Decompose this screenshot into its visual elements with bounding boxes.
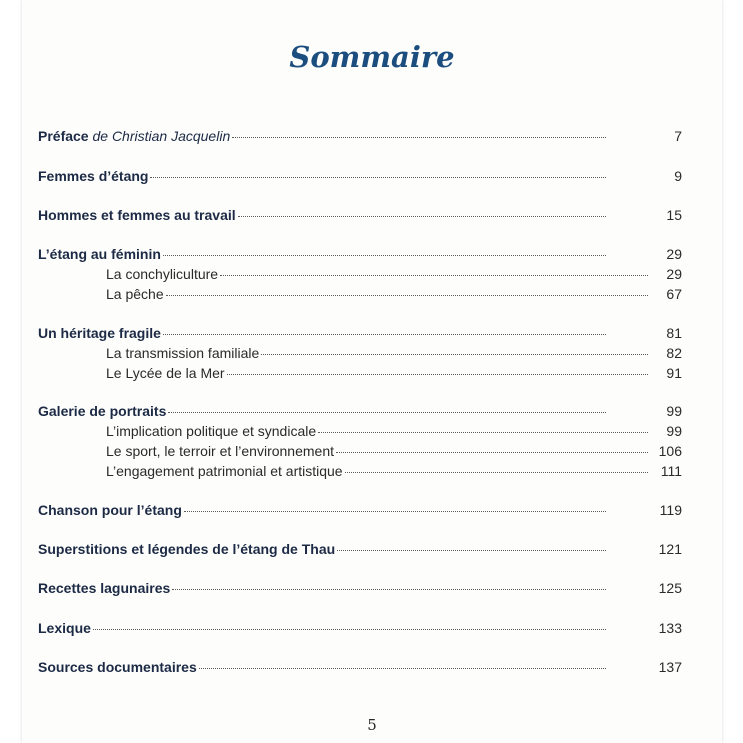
toc-page-number: 121 [658, 541, 682, 557]
toc-page-number: 9 [674, 168, 682, 184]
toc-entry-label: Un héritage fragile [38, 325, 161, 341]
page-number: 5 [367, 716, 377, 734]
toc-entry-preface [38, 128, 682, 150]
toc-entry-label: Le sport, le terroir et l’environnement [106, 443, 334, 459]
toc-entry-hommes-et-femmes [38, 207, 682, 229]
leader-dots [220, 275, 648, 276]
leader-dots [318, 432, 648, 433]
toc-entry-label: Le Lycée de la Mer [106, 365, 225, 381]
toc-page-number: 7 [674, 128, 682, 144]
leader-dots [336, 452, 648, 453]
toc-entry-label: La pêche [106, 286, 164, 302]
toc-page-number: 67 [666, 286, 682, 302]
toc-page-number: 137 [658, 659, 682, 675]
toc-entry-label: Hommes et femmes au travail [38, 207, 236, 223]
toc-entry-label: La conchyliculture [106, 266, 219, 282]
toc-entry-label: Femmes d’étang [38, 168, 149, 184]
leader-dots [168, 412, 606, 413]
leader-dots [227, 374, 648, 375]
toc-entry-label: Superstitions et légendes de l’étang de Thau [38, 541, 336, 557]
toc-entry-galerie [38, 403, 682, 425]
leader-dots [163, 255, 606, 256]
toc-page-number: 81 [666, 325, 682, 341]
leader-dots [172, 589, 606, 590]
toc-page-number: 133 [658, 620, 682, 636]
leader-dots [150, 177, 606, 178]
toc-entry-label: Sources documentaires [38, 659, 197, 675]
toc-page-number: 99 [666, 423, 682, 439]
toc-subentry-sport [106, 443, 682, 465]
leader-dots [184, 511, 606, 512]
toc-entry-superstitions [38, 541, 682, 563]
toc-subentry-peche [106, 286, 682, 308]
leader-dots [163, 334, 606, 335]
toc-entry-recettes [38, 580, 682, 602]
toc-entry-label: L’engagement patrimonial et artistique [106, 463, 343, 479]
toc-subentry-lycee [106, 365, 682, 387]
toc-entry-label: L’étang au féminin [38, 246, 161, 262]
leader-dots [232, 137, 606, 138]
toc-entry-label: Chanson pour l’étang [38, 502, 182, 518]
toc-page-number: 111 [660, 463, 682, 479]
toc-entry-label: L’implication politique et syndicale [106, 423, 317, 439]
leader-dots [261, 354, 648, 355]
toc-entry-label: Lexique [38, 620, 91, 636]
toc-page-number: 91 [666, 365, 682, 381]
toc-page-number: 29 [666, 246, 682, 262]
leader-dots [337, 550, 606, 551]
toc-entry-sources [38, 659, 682, 681]
toc-entry-heritage-fragile [38, 325, 682, 347]
toc-entry-label: Préface [38, 128, 89, 144]
toc-subentry-transmission [106, 345, 682, 367]
toc-page-number: 82 [666, 345, 682, 361]
toc-page-number: 125 [658, 580, 682, 596]
toc-entry-femmes-detang [38, 168, 682, 190]
leader-dots [166, 295, 648, 296]
toc-page-number: 15 [666, 207, 682, 223]
toc-entry-label: Recettes lagunaires [38, 580, 171, 596]
toc-entry-label: La transmission familiale [106, 345, 260, 361]
book-page [22, 0, 722, 743]
toc-entry-author: de Christian Jacquelin [92, 128, 231, 144]
toc-page-number: 106 [658, 443, 682, 459]
leader-dots [238, 216, 606, 217]
toc-subentry-implication [106, 423, 682, 445]
toc-subentry-conchyliculture [106, 266, 682, 288]
toc-entry-label: Galerie de portraits [38, 403, 167, 419]
toc-entry-etang-au-feminin [38, 246, 682, 268]
toc-page-number: 29 [666, 266, 682, 282]
toc-page-number: 99 [666, 403, 682, 419]
leader-dots [93, 629, 606, 630]
toc-subentry-engagement [106, 463, 682, 485]
toc-page-number: 119 [659, 502, 682, 518]
leader-dots [199, 668, 606, 669]
toc-entry-lexique [38, 620, 682, 642]
toc-entry-chanson [38, 502, 682, 524]
page-title: Sommaire [289, 40, 455, 74]
leader-dots [345, 472, 648, 473]
